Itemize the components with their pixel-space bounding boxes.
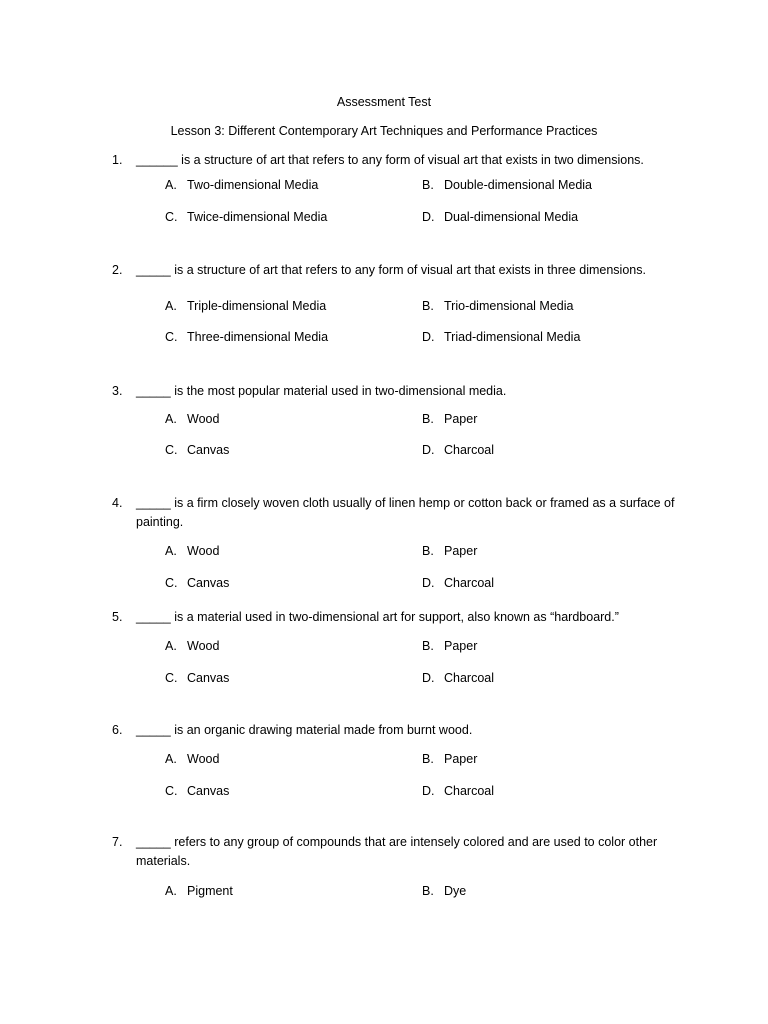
option-letter: D. xyxy=(422,443,435,457)
question-number: 6. xyxy=(112,723,123,737)
option-1b xyxy=(422,177,592,193)
option-text: Wood xyxy=(187,412,220,426)
question-number: 1. xyxy=(112,153,123,167)
option-letter: D. xyxy=(422,671,435,685)
option-6d xyxy=(422,783,494,799)
option-6b xyxy=(422,751,477,767)
option-letter: A. xyxy=(165,412,177,426)
option-7a xyxy=(165,883,233,899)
option-4a xyxy=(165,543,219,559)
option-2d xyxy=(422,329,580,345)
option-text: Charcoal xyxy=(444,784,495,798)
question-text: _____ is a firm closely woven cloth usually of linen hemp or cotton back or framed as a surface of painting. xyxy=(136,496,675,529)
option-5c xyxy=(165,670,229,686)
option-3a xyxy=(165,411,219,427)
option-text: Dye xyxy=(444,884,467,898)
option-letter: C. xyxy=(165,210,178,224)
page-title: Assessment Test xyxy=(336,95,432,109)
question-number: 3. xyxy=(112,384,123,398)
option-text: Canvas xyxy=(187,784,230,798)
option-letter: B. xyxy=(422,639,434,653)
question-number: 4. xyxy=(112,496,123,510)
option-letter: B. xyxy=(422,884,434,898)
option-6a xyxy=(165,751,219,767)
option-text: Canvas xyxy=(187,443,230,457)
option-letter: B. xyxy=(422,544,434,558)
option-5d xyxy=(422,670,494,686)
option-letter: D. xyxy=(422,210,435,224)
option-text: Paper xyxy=(444,544,478,558)
option-letter: A. xyxy=(165,752,177,766)
option-letter: C. xyxy=(165,330,178,344)
option-5b xyxy=(422,638,477,654)
option-text: Charcoal xyxy=(444,443,495,457)
option-text: Trio-dimensional Media xyxy=(444,299,574,313)
option-1a xyxy=(165,177,318,193)
option-letter: A. xyxy=(165,178,177,192)
option-5a xyxy=(165,638,219,654)
option-letter: A. xyxy=(165,639,177,653)
question-text: _____ is an organic drawing material made from burnt wood. xyxy=(136,723,473,737)
question-text: ______ is a structure of art that refers to any form of visual art that exists in two dimensions. xyxy=(136,153,644,167)
option-text: Triad-dimensional Media xyxy=(444,330,581,344)
option-text: Charcoal xyxy=(444,671,495,685)
option-text: Canvas xyxy=(187,671,230,685)
option-text: Two-dimensional Media xyxy=(187,178,319,192)
option-letter: C. xyxy=(165,576,178,590)
option-letter: C. xyxy=(165,671,178,685)
option-text: Canvas xyxy=(187,576,230,590)
option-letter: D. xyxy=(422,576,435,590)
option-text: Wood xyxy=(187,639,220,653)
option-1d xyxy=(422,209,578,225)
option-3d xyxy=(422,442,494,458)
option-letter: B. xyxy=(422,299,434,313)
option-text: Charcoal xyxy=(444,576,495,590)
lesson-subtitle: Lesson 3: Different Contemporary Art Techniques and Performance Practices xyxy=(170,124,598,138)
option-letter: B. xyxy=(422,178,434,192)
option-letter: A. xyxy=(165,544,177,558)
option-text: Dual-dimensional Media xyxy=(444,210,579,224)
question-number: 7. xyxy=(112,835,123,849)
option-letter: A. xyxy=(165,884,177,898)
option-text: Paper xyxy=(444,412,478,426)
option-letter: D. xyxy=(422,784,435,798)
option-letter: D. xyxy=(422,330,435,344)
option-text: Three-dimensional Media xyxy=(187,330,329,344)
option-3b xyxy=(422,411,477,427)
option-text: Wood xyxy=(187,752,220,766)
option-text: Double-dimensional Media xyxy=(444,178,592,192)
option-text: Twice-dimensional Media xyxy=(187,210,328,224)
option-text: Pigment xyxy=(187,884,233,898)
option-text: Triple-dimensional Media xyxy=(187,299,327,313)
option-3c xyxy=(165,442,229,458)
option-6c xyxy=(165,783,229,799)
option-1c xyxy=(165,209,327,225)
option-2b xyxy=(422,298,573,314)
option-4c xyxy=(165,575,229,591)
option-letter: A. xyxy=(165,299,177,313)
question-text: _____ is the most popular material used in two-dimensional media. xyxy=(136,384,507,398)
option-letter: B. xyxy=(422,752,434,766)
option-2c xyxy=(165,329,328,345)
question-number: 2. xyxy=(112,263,123,277)
option-text: Wood xyxy=(187,544,220,558)
option-letter: C. xyxy=(165,443,178,457)
option-2a xyxy=(165,298,326,314)
option-text: Paper xyxy=(444,639,478,653)
option-4b xyxy=(422,543,477,559)
option-letter: B. xyxy=(422,412,434,426)
question-text: _____ refers to any group of compounds that are intensely colored and are used to color other materials. xyxy=(136,835,658,868)
question-text: _____ is a material used in two-dimensional art for support, also known as “hardboard.” xyxy=(136,610,619,624)
option-text: Paper xyxy=(444,752,478,766)
question-number: 5. xyxy=(112,610,123,624)
option-letter: C. xyxy=(165,784,178,798)
option-7b xyxy=(422,883,466,899)
question-text: _____ is a structure of art that refers to any form of visual art that exists in three dimensions. xyxy=(136,263,646,277)
option-4d xyxy=(422,575,494,591)
